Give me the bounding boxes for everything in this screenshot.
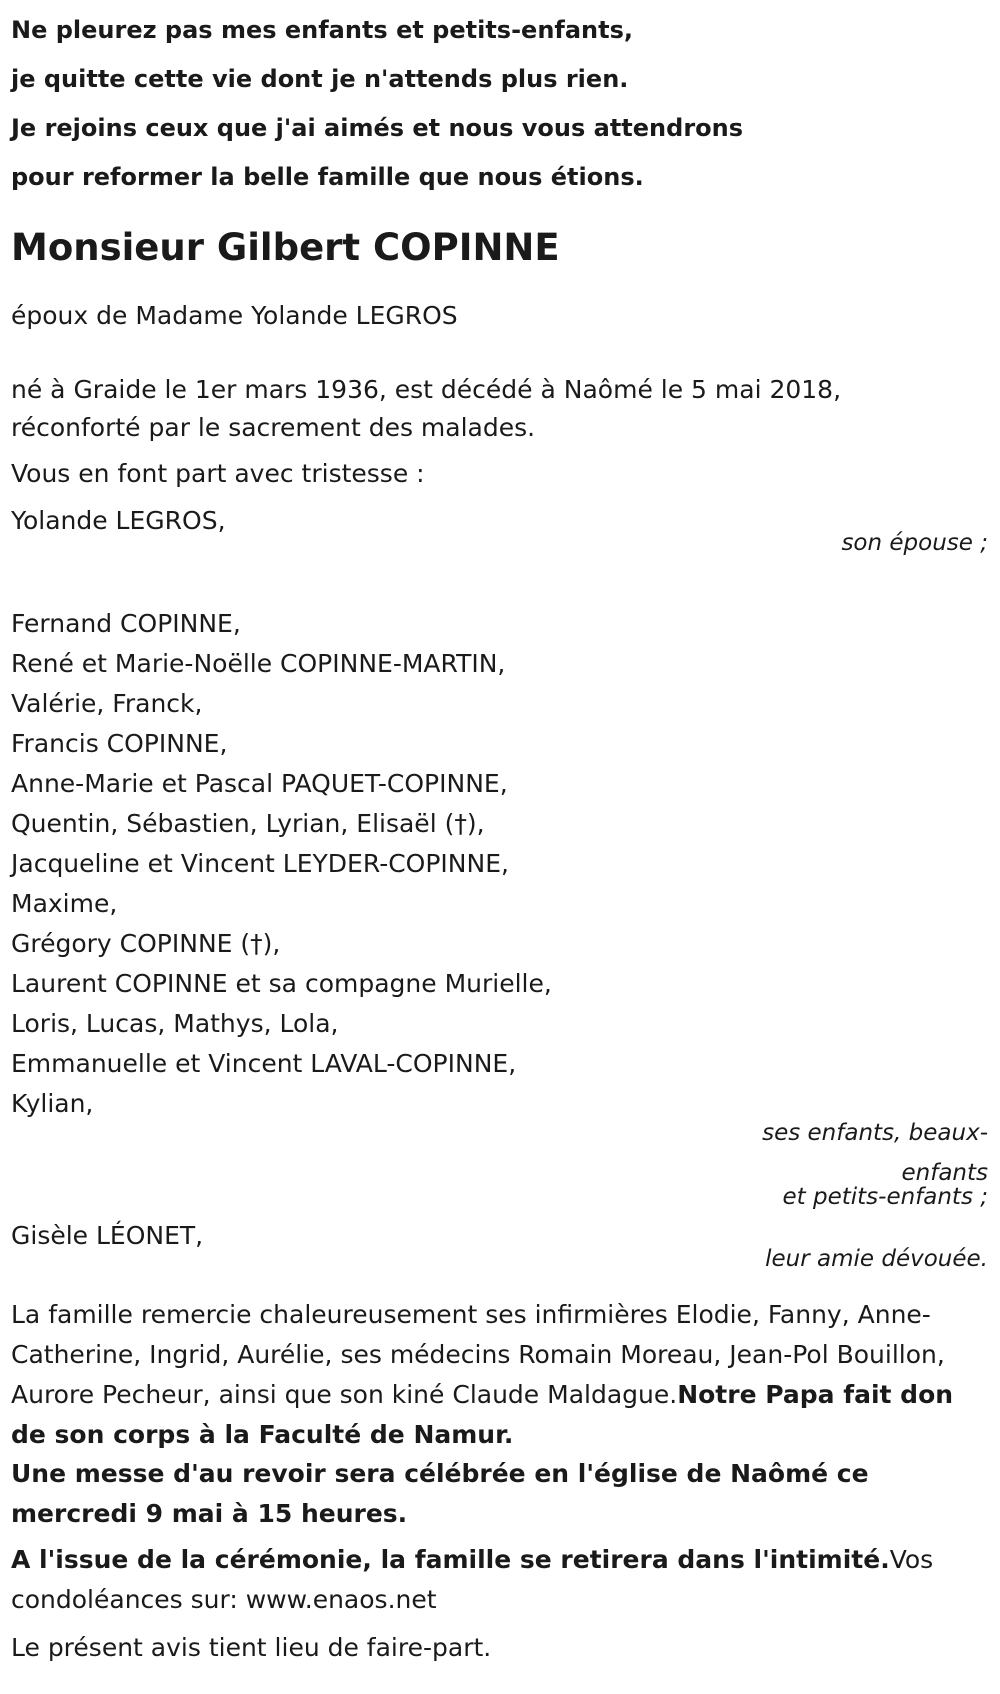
thanks-paragraph bbox=[11, 1295, 991, 1455]
family-role-line: ses enfants, beaux- bbox=[762, 1120, 988, 1146]
family-role-line: enfants bbox=[901, 1160, 988, 1186]
sacrament-line: réconforté par le sacrement des malades. bbox=[11, 413, 536, 442]
spouse-line: époux de Madame Yolande LEGROS bbox=[11, 301, 458, 330]
family-member: Francis COPINNE, bbox=[11, 729, 228, 758]
family-member: Loris, Lucas, Mathys, Lola, bbox=[11, 1009, 339, 1038]
poem-line: pour reformer la belle famille que nous étions. bbox=[11, 163, 644, 191]
friend-role: leur amie dévouée. bbox=[765, 1246, 988, 1272]
family-member: Valérie, Franck, bbox=[11, 689, 203, 718]
family-member: Quentin, Sébastien, Lyrian, Elisaël (†), bbox=[11, 809, 485, 838]
family-member: Anne-Marie et Pascal PAQUET-COPINNE, bbox=[11, 769, 508, 798]
spouse-name: Yolande LEGROS, bbox=[11, 506, 226, 535]
family-member: Grégory COPINNE (†), bbox=[11, 929, 281, 958]
family-member: Kylian, bbox=[11, 1089, 94, 1118]
thanks-text: La famille remercie chaleureusement ses infirmières Elodie, Fanny, Anne-Catherine, Ingrid, Aurélie, ses médecins Romain Moreau, Jean-Pol Bouillon, Aurore Pecheur, ainsi que son kiné Claude Maldague. bbox=[11, 1300, 945, 1409]
birth-death-line: né à Graide le 1er mars 1936, est décédé à Naômé le 5 mai 2018, bbox=[11, 375, 842, 404]
family-member: René et Marie-Noëlle COPINNE-MARTIN, bbox=[11, 649, 506, 678]
family-member: Maxime, bbox=[11, 889, 118, 918]
spouse-role: son épouse ; bbox=[841, 530, 988, 556]
poem-line: Je rejoins ceux que j'ai aimés et nous vous attendrons bbox=[11, 114, 744, 142]
poem-line: Ne pleurez pas mes enfants et petits-enfants, bbox=[11, 16, 634, 44]
family-member: Laurent COPINNE et sa compagne Murielle, bbox=[11, 969, 552, 998]
family-role-line: et petits-enfants ; bbox=[782, 1184, 988, 1210]
family-member: Emmanuelle et Vincent LAVAL-COPINNE, bbox=[11, 1049, 517, 1078]
ceremony-text: A l'issue de la cérémonie, la famille se retirera dans l'intimité. bbox=[11, 1545, 890, 1574]
family-member: Jacqueline et Vincent LEYDER-COPINNE, bbox=[11, 849, 509, 878]
body-donation-text: Notre Papa fait don de son corps à la Faculté de Namur. bbox=[11, 1380, 954, 1449]
poem bbox=[11, 6, 743, 202]
family-list bbox=[11, 604, 552, 1124]
announcement: Vous en font part avec tristesse : bbox=[11, 459, 425, 488]
family-member: Fernand COPINNE, bbox=[11, 609, 241, 638]
mass-announcement: Une messe d'au revoir sera célébrée en l'église de Naômé ce mercredi 9 mai à 15 heures. bbox=[11, 1459, 869, 1528]
friend-name: Gisèle LÉONET, bbox=[11, 1221, 204, 1250]
deceased-name: Monsieur Gilbert COPINNE bbox=[11, 226, 560, 269]
notice-line: Le présent avis tient lieu de faire-part. bbox=[11, 1633, 492, 1662]
poem-line: je quitte cette vie dont je n'attends plus rien. bbox=[11, 65, 629, 93]
closing-paragraph bbox=[11, 1540, 991, 1620]
condolences-text: Vos condoléances sur: www.enaos.net bbox=[11, 1545, 934, 1614]
